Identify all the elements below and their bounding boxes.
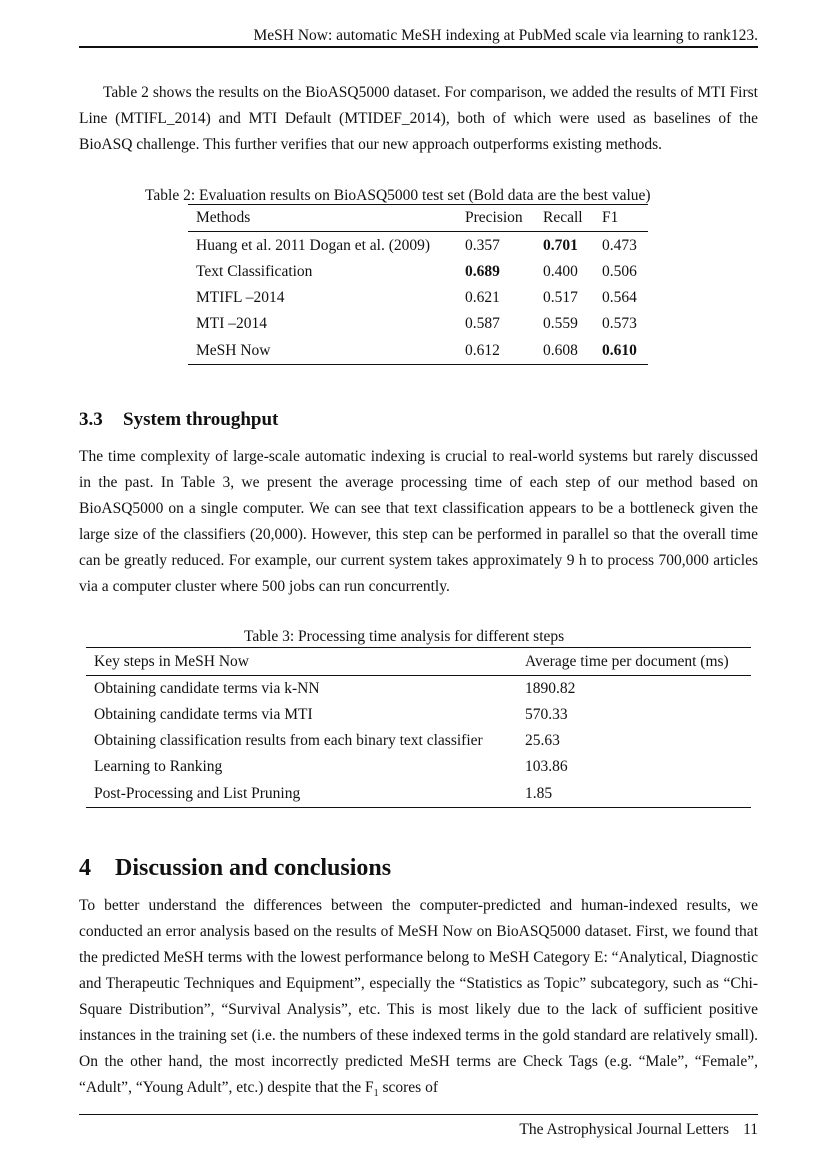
table-row — [86, 702, 751, 728]
header-rule — [79, 46, 758, 48]
table3-time: 103.86 — [525, 758, 568, 775]
table3-step: Obtaining classification results from each binary text classifier — [94, 732, 483, 749]
table2-header-row — [188, 205, 648, 231]
section-4-number: 4 — [79, 855, 91, 881]
table3-time: 570.33 — [525, 706, 568, 723]
table2-recall: 0.517 — [543, 289, 578, 306]
table2-bottom-rule — [188, 364, 648, 365]
f1-subscript: 1 — [373, 1088, 379, 1100]
section-3-3-text: The time complexity of large-scale automatic indexing is crucial to real-world systems but rarely discussed in the past. In Table 3, we present the average processing time of each step of our method based on BioASQ5000 on a single computer. We can see that text classification appears to be a bottleneck given the large size of the classifiers (20,000). However, this step can be performed in parallel so that the overall time can be greatly reduced. For example, our current system takes approximately 9 h to process 700,000 articles via a computer cluster where 500 jobs can run concurrently. — [79, 448, 758, 595]
table2-f1: 0.473 — [602, 236, 637, 254]
section-3-3-paragraph — [79, 444, 758, 600]
table2-caption: Table 2: Evaluation results on BioASQ5000 test set (Bold data are the best value) — [145, 187, 651, 204]
table2-method: MeSH Now — [196, 341, 271, 359]
table-row — [86, 728, 751, 754]
table2-recall: 0.559 — [543, 315, 578, 332]
table3-bottom-rule — [86, 807, 751, 808]
section-4-title: Discussion and conclusions — [115, 855, 392, 881]
footer-journal: The Astrophysical Journal Letters — [519, 1121, 730, 1138]
table2-precision: 0.587 — [465, 315, 500, 332]
table2-precision: 0.621 — [465, 289, 500, 306]
table2-recall: 0.608 — [543, 341, 578, 359]
table3-time: 1890.82 — [525, 680, 576, 697]
table-row — [188, 337, 648, 364]
table-row — [188, 285, 648, 311]
section-4-text — [79, 893, 758, 1101]
table-row — [86, 754, 751, 780]
table2-grid — [188, 205, 648, 231]
table2-header-methods: Methods — [196, 209, 251, 226]
section-3-3-number: 3.3 — [79, 409, 103, 430]
table2-f1: 0.573 — [602, 315, 637, 332]
table2-precision: 0.357 — [465, 236, 500, 254]
table2-precision-best: 0.689 — [465, 263, 500, 280]
table2-body — [188, 232, 648, 364]
section-4-text-tail: scores of — [378, 1079, 439, 1096]
table-row — [188, 232, 648, 259]
table3-step: Post-Processing and List Pruning — [94, 784, 301, 802]
table3-header-time: Average time per document (ms) — [525, 652, 729, 670]
table2-f1: 0.564 — [602, 289, 637, 306]
section-4-heading — [79, 853, 391, 883]
table-row — [86, 676, 751, 702]
table2-f1-best: 0.610 — [602, 341, 637, 359]
section-3-3-heading — [79, 408, 278, 432]
running-header: MeSH Now: automatic MeSH indexing at PubMed scale via learning to rank123. — [253, 27, 758, 44]
table3-time: 1.85 — [525, 784, 553, 802]
table2-method: MTI –2014 — [196, 315, 268, 332]
table3-header-row — [86, 648, 751, 675]
table2-header-f1: F1 — [602, 209, 619, 226]
table2-f1: 0.506 — [602, 263, 637, 280]
table2 — [188, 204, 648, 365]
table2-precision: 0.612 — [465, 341, 500, 359]
table2-header-precision: Precision — [465, 209, 523, 226]
table-row — [188, 259, 648, 285]
table3-header-step: Key steps in MeSH Now — [94, 652, 249, 670]
table2-method: Huang et al. 2011 Dogan et al. (2009) — [196, 236, 431, 254]
table2-header-recall: Recall — [543, 209, 583, 226]
table2-recall: 0.400 — [543, 263, 578, 280]
table2-method: MTIFL –2014 — [196, 289, 285, 306]
table3-step: Obtaining candidate terms via k-NN — [94, 680, 320, 697]
table2-recall-best: 0.701 — [543, 236, 578, 254]
intro-paragraph — [79, 80, 758, 158]
table3-body — [86, 676, 751, 807]
section-4-paragraph — [79, 893, 758, 1101]
footer-rule — [79, 1114, 758, 1115]
table3-step: Obtaining candidate terms via MTI — [94, 706, 313, 723]
table-row — [86, 780, 751, 807]
table3-grid — [86, 648, 751, 675]
section-3-3-title: System throughput — [123, 409, 279, 430]
table3 — [86, 647, 751, 808]
table3-caption: Table 3: Processing time analysis for different steps — [244, 628, 565, 645]
table3-time: 25.63 — [525, 732, 560, 749]
table-row — [188, 311, 648, 337]
page-number: 11 — [743, 1121, 758, 1138]
section-4-text-main: To better understand the differences between the computer-predicted and human-indexed results, we conducted an error analysis based on the results of MeSH Now on BioASQ5000 dataset. First, we found that the predicted MeSH terms with the lowest performance belong to MeSH Category E: “Analytical, Diagnostic and Therapeutic Techniques and Equipment”, especially the “Statistics as Topic” subcategory, such as “Chi-Square Distribution”, “Survival Analysis”, etc. This is most likely due to the lack of sufficient positive instances in the training set (i.e. the numbers of these indexed terms in the gold standard are relatively small). On the other hand, the most incorrectly predicted MeSH terms are Check Tags (e.g. “Male”, “Female”, “Adult”, “Young Adult”, etc.) despite that the F — [79, 897, 758, 1096]
page-footer — [79, 1120, 758, 1140]
table3-step: Learning to Ranking — [94, 758, 223, 775]
table2-method: Text Classification — [196, 263, 313, 280]
intro-text: Table 2 shows the results on the BioASQ5000 dataset. For comparison, we added the results of MTI First Line (MTIFL_2014) and MTI Default (MTIDEF_2014), both of which were used as baselines of the BioASQ challenge. This further verifies that our new approach outperforms existing methods. — [79, 84, 758, 153]
